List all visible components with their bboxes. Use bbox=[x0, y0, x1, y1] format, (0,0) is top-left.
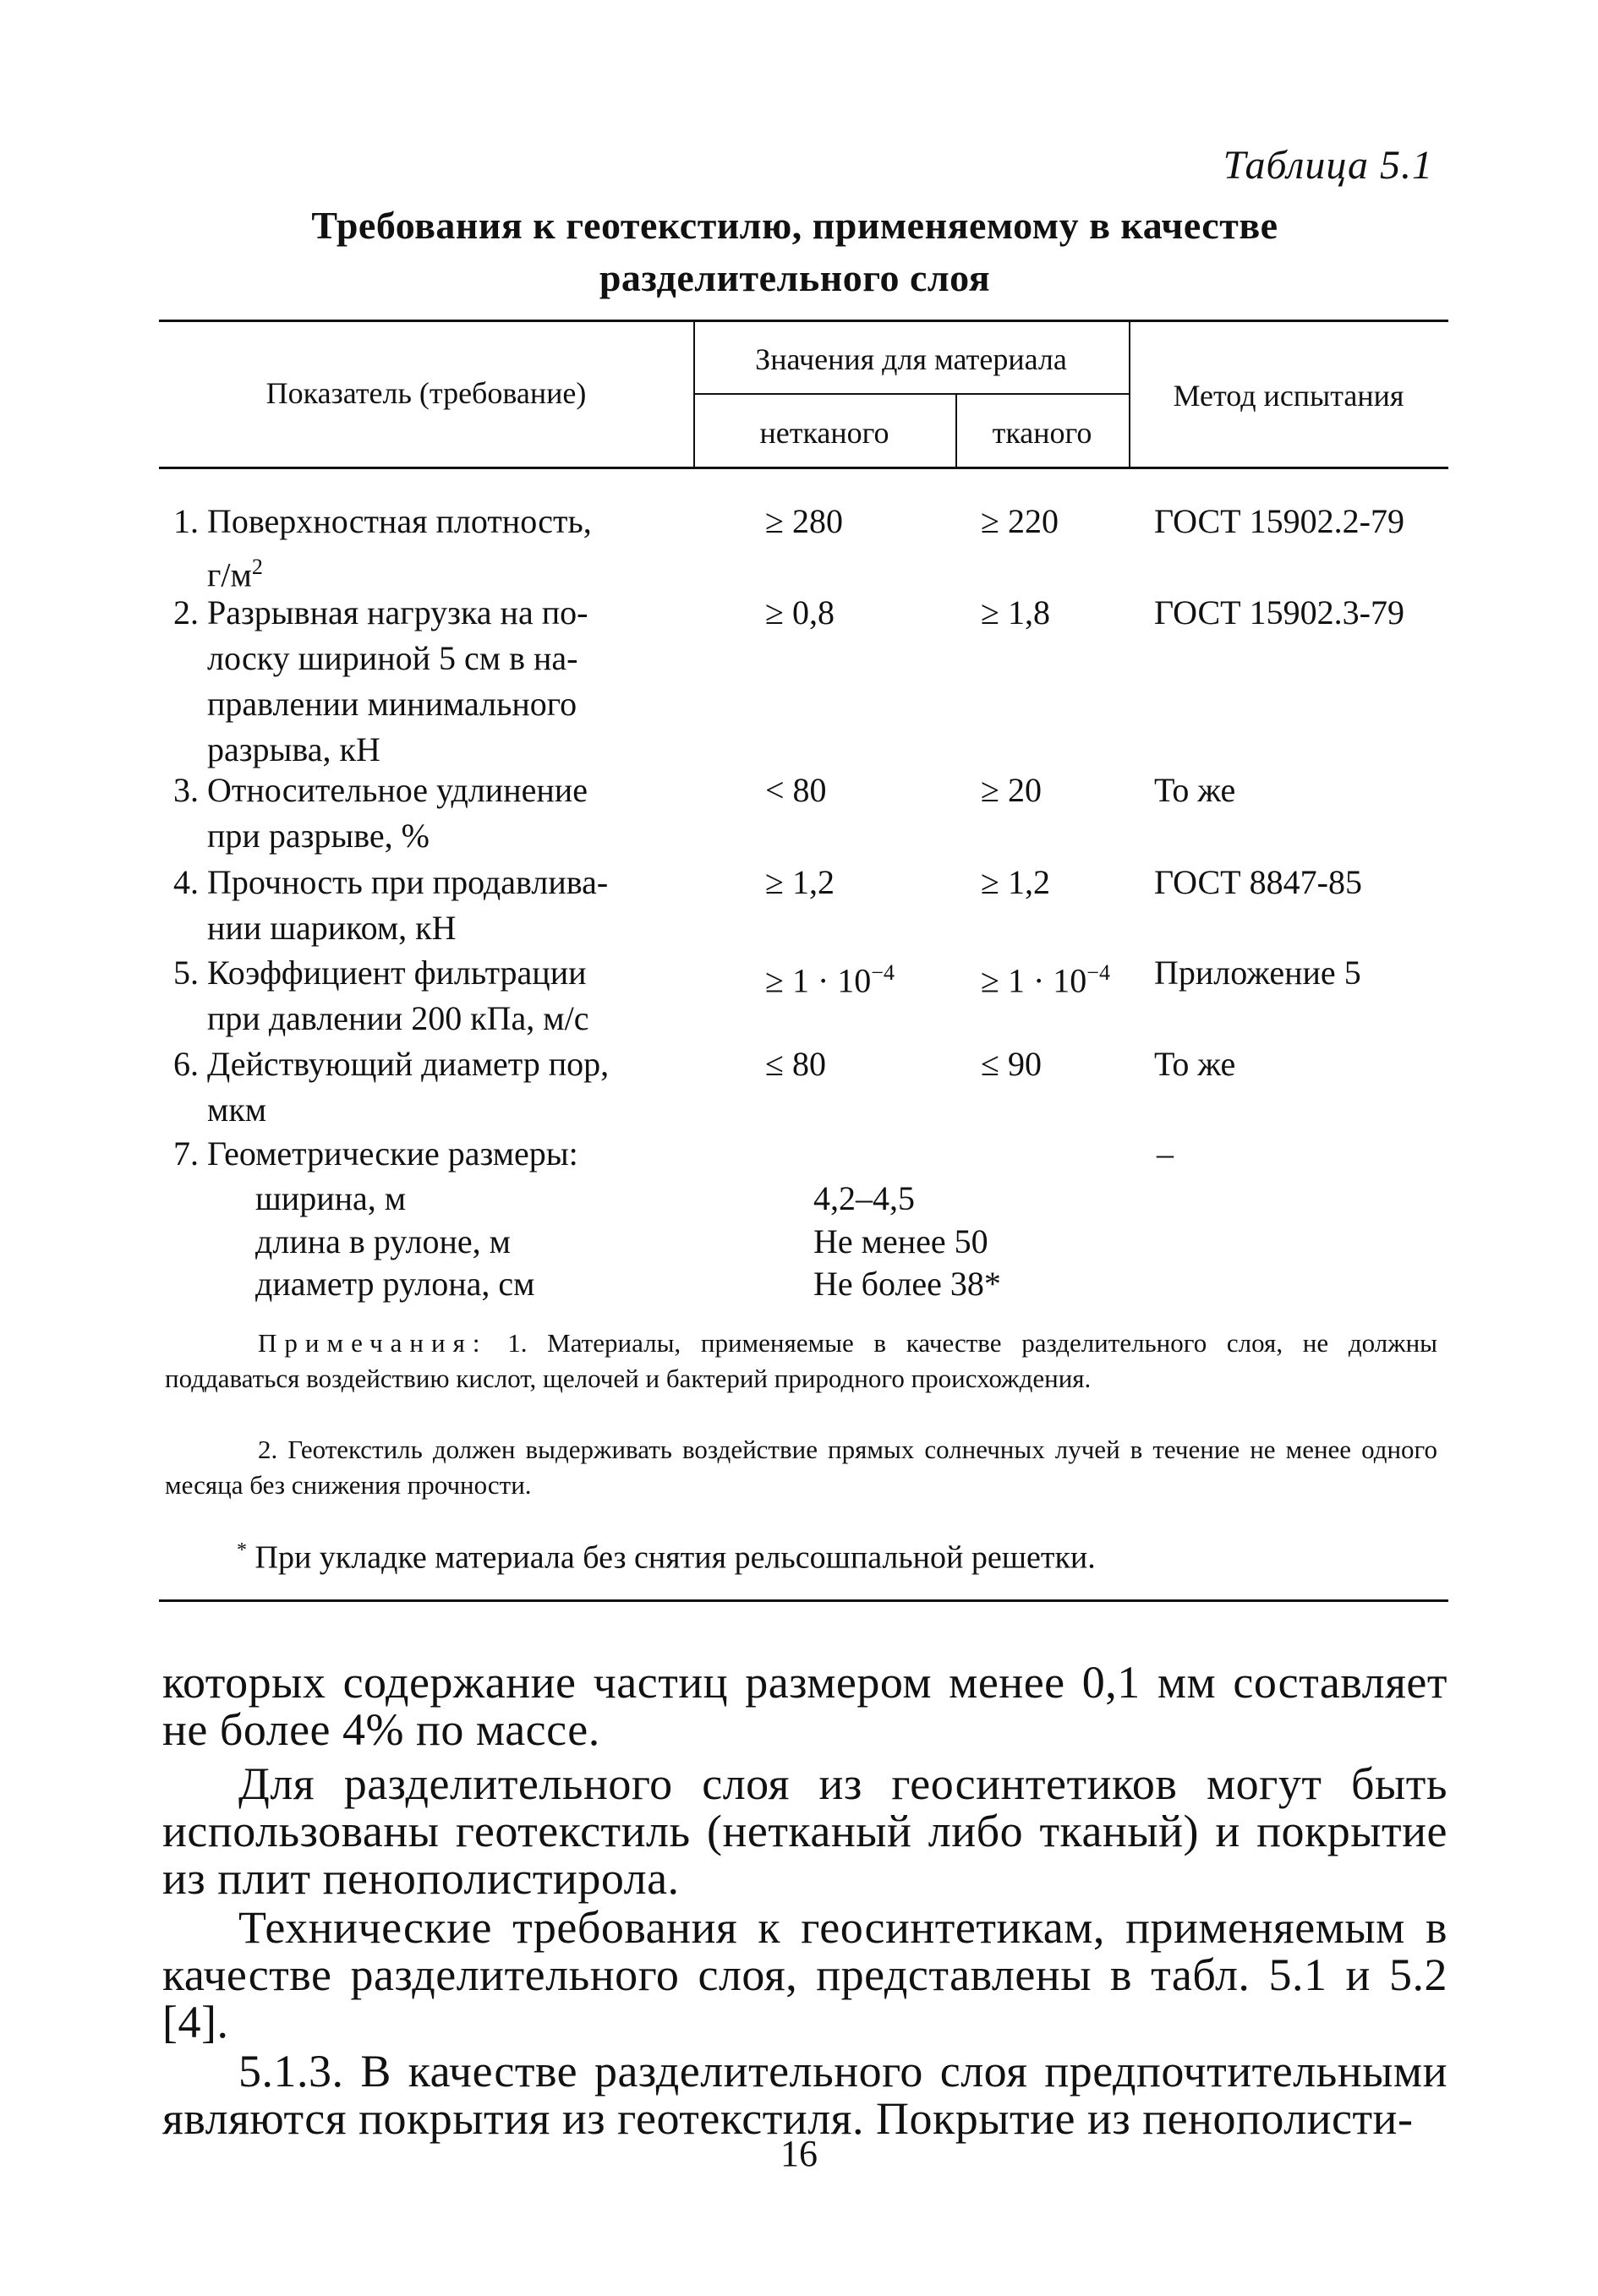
row-4-nonwoven: ≥ 1,2 bbox=[765, 863, 835, 901]
row-4-method: ГОСТ 8847-85 bbox=[1154, 863, 1362, 901]
header-subdivider bbox=[693, 393, 1129, 395]
row-4-indicator: 4. Прочность при продавлива- нии шариком, кН bbox=[173, 863, 609, 947]
row-6-nonwoven: ≤ 80 bbox=[765, 1045, 826, 1083]
row-4-woven: ≥ 1,2 bbox=[981, 863, 1050, 901]
table-bottom-rule bbox=[159, 1599, 1448, 1602]
table-note-1: Примечания: 1. Материалы, применяемые в качестве разделительного слоя, не должны поддаваться воздействию кислот, щелочей и бактерий природного происхождения. bbox=[165, 1328, 1437, 1393]
row-2-method: ГОСТ 15902.3-79 bbox=[1154, 593, 1404, 631]
table-label: Таблица 5.1 bbox=[1223, 143, 1433, 188]
row-5-method: Приложение 5 bbox=[1154, 954, 1361, 992]
row-2-woven: ≥ 1,8 bbox=[981, 593, 1050, 631]
row-1-indicator: 1. Поверхностная плотность, $г/м^2$ bbox=[173, 502, 592, 594]
header-indicator: Показатель (требование) bbox=[265, 376, 587, 410]
table-title bbox=[169, 200, 1420, 304]
table-header-bottom-rule bbox=[159, 467, 1448, 469]
row-5-indicator: 5. Коэффициент фильтрации при давлении 200 кПа, м/с bbox=[173, 954, 589, 1037]
paragraph-1: которых содержание частиц размером менее 0,1 мм составляет не более 4% по массе. bbox=[162, 1657, 1448, 1755]
geometry-diameter-value: Не более 38* bbox=[813, 1265, 1001, 1303]
row-1-woven: ≥ 220 bbox=[981, 502, 1059, 540]
header-nonwoven: нетканого bbox=[759, 416, 889, 450]
table-top-rule bbox=[159, 320, 1448, 322]
row-1-method: ГОСТ 15902.2-79 bbox=[1154, 502, 1404, 540]
geometry-width-label: ширина, м bbox=[255, 1179, 407, 1217]
paragraph-2: Для разделительного слоя из геосинтетиков могут быть использованы геотекстиль (нетканый либо тканый) и покрытие из плит пенополистирола. bbox=[162, 1758, 1448, 1904]
paragraph-3: Технические требования к геосинтетикам, применяемым в качестве разделительного слоя, представлены в табл. 5.1 и 5.2 [4]. bbox=[162, 1902, 1448, 2047]
row-3-woven: ≥ 20 bbox=[981, 771, 1042, 809]
row-2-indicator: 2. Разрывная нагрузка на по- лоску шириной 5 см в на- правлении минимального разрыва, кН bbox=[173, 593, 588, 768]
row-6-woven: ≤ 90 bbox=[981, 1045, 1042, 1083]
page-number: 16 bbox=[780, 2133, 818, 2174]
geometry-width-value: 4,2–4,5 bbox=[813, 1179, 915, 1217]
header-woven: тканого bbox=[992, 416, 1092, 450]
row-5-woven: ≥ $1 \cdot 10^{-4}$ bbox=[981, 960, 1110, 1000]
header-values-group: Значения для материала bbox=[755, 342, 1067, 376]
row-7-method: – bbox=[1157, 1134, 1174, 1173]
row-7-indicator: 7. Геометрические размеры: bbox=[173, 1134, 578, 1173]
row-3-indicator: 3. Относительное удлинение при разрыве, % bbox=[173, 771, 588, 855]
row-6-method: То же bbox=[1154, 1045, 1236, 1083]
row-3-nonwoven: < 80 bbox=[765, 771, 827, 809]
table-footnote: * При укладке материала без снятия рельсошпальной решетки. bbox=[237, 1539, 1096, 1576]
row-3-method: То же bbox=[1154, 771, 1236, 809]
geometry-diameter-label: диаметр рулона, см bbox=[255, 1265, 535, 1303]
row-6-indicator: 6. Действующий диаметр пор, мкм bbox=[173, 1045, 610, 1129]
table-title-line-1: Требования к геотекстилю, применяемому в качестве bbox=[311, 204, 1278, 247]
header-method: Метод испытания bbox=[1173, 379, 1404, 413]
row-5-nonwoven: ≥ $1 \cdot 10^{-4}$ bbox=[765, 960, 895, 1000]
row-1-nonwoven: ≥ 280 bbox=[765, 502, 843, 540]
geometry-length-label: длина в рулоне, м bbox=[255, 1222, 511, 1260]
geometry-length-value: Не менее 50 bbox=[813, 1222, 988, 1260]
paragraph-4: 5.1.3. В качестве разделительного слоя предпочтительными являются покрытия из геотекстиля. Покрытие из пенополисти- bbox=[162, 2046, 1448, 2144]
table-note-2: 2. Геотекстиль должен выдерживать воздействие прямых солнечных лучей в течение не менее одного месяца без снижения прочности. bbox=[165, 1435, 1437, 1500]
row-2-nonwoven: ≥ 0,8 bbox=[765, 593, 835, 631]
table-title-line-2: разделительного слоя bbox=[599, 256, 991, 299]
